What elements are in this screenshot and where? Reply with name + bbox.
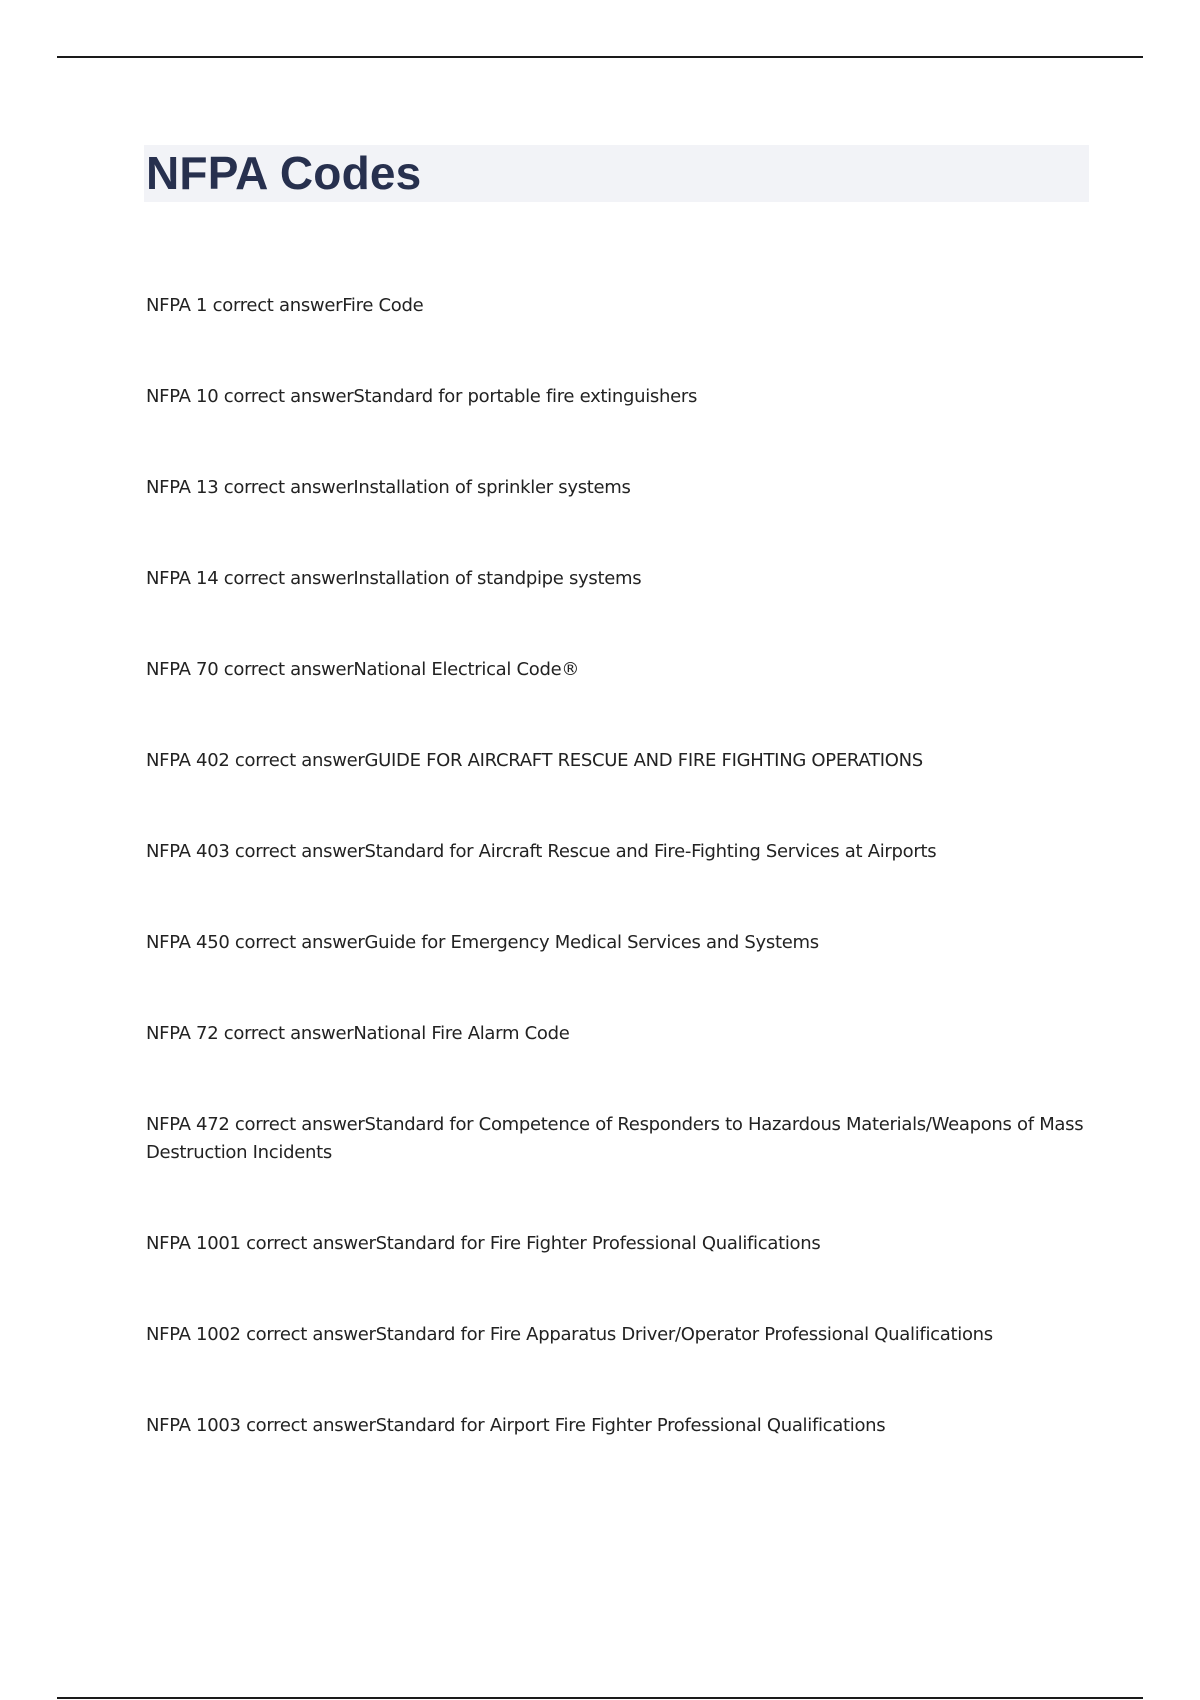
list-item: NFPA 450 correct answerGuide for Emergency Medical Services and Systems (146, 932, 819, 953)
list-item: NFPA 70 correct answerNational Electrical Code® (146, 659, 580, 680)
list-item: NFPA 13 correct answerInstallation of sprinkler systems (146, 477, 631, 498)
header-rule (57, 56, 1143, 58)
list-item: NFPA 1002 correct answerStandard for Fire Apparatus Driver/Operator Professional Qualifications (146, 1324, 993, 1345)
footer-rule (57, 1697, 1143, 1699)
list-item: NFPA 1001 correct answerStandard for Fire Fighter Professional Qualifications (146, 1233, 821, 1254)
list-item: NFPA 72 correct answerNational Fire Alarm Code (146, 1023, 570, 1044)
list-item: NFPA 1 correct answerFire Code (146, 295, 424, 316)
list-item: NFPA 402 correct answerGUIDE FOR AIRCRAFT RESCUE AND FIRE FIGHTING OPERATIONS (146, 750, 923, 771)
list-item: NFPA 403 correct answerStandard for Aircraft Rescue and Fire-Fighting Services at Airports (146, 841, 937, 862)
page-title: NFPA Codes (146, 147, 422, 199)
list-item: NFPA 472 correct answerStandard for Competence of Responders to Hazardous Materials/Weapons of Mass Destruction Incidents (146, 1114, 1084, 1163)
entry-list (146, 292, 1086, 1503)
list-item: NFPA 14 correct answerInstallation of standpipe systems (146, 568, 642, 589)
list-item: NFPA 10 correct answerStandard for portable fire extinguishers (146, 386, 698, 407)
list-item: NFPA 1003 correct answerStandard for Airport Fire Fighter Professional Qualifications (146, 1415, 886, 1436)
